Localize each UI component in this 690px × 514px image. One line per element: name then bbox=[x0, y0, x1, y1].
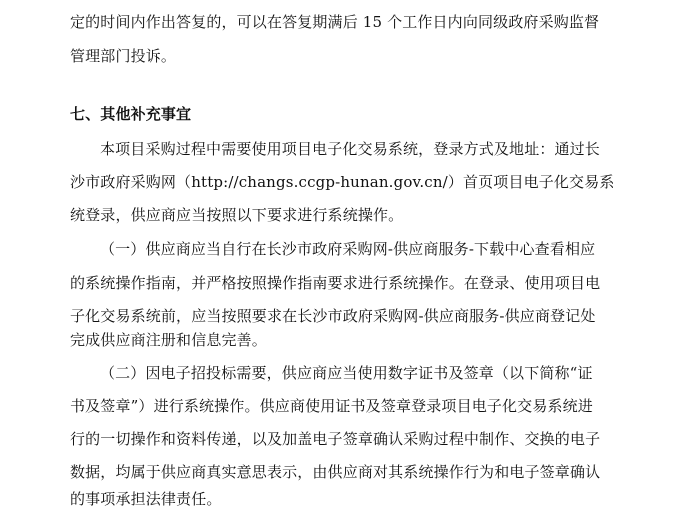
paragraph1-line-3: 统登录，供应商应当按照以下要求进行系统操作。 bbox=[70, 206, 404, 224]
paragraph1-line-2: 沙市政府采购网（http://changs.ccgp-hunan.gov.cn/）首页项目电子化交易系 bbox=[70, 173, 615, 191]
paragraph2-line-1: （一）供应商应当自行在长沙市政府采购网-供应商服务-下载中心查看相应 bbox=[100, 240, 596, 258]
paragraph3-line-2: 书及签章”）进行系统操作。供应商使用证书及签章登录项目电子化交易系统进 bbox=[70, 397, 593, 415]
section-heading: 七、其他补充事宜 bbox=[70, 105, 192, 123]
paragraph3-line-3: 行的一切操作和资料传递，以及加盖电子签章确认采购过程中制作、交换的电子 bbox=[70, 430, 601, 448]
intro-line-2: 管理部门投诉。 bbox=[70, 47, 177, 65]
paragraph1-line-1: 本项目采购过程中需要使用项目电子化交易系统，登录方式及地址：通过长 bbox=[100, 140, 600, 158]
paragraph3-line-1: （二）因电子招投标需要，供应商应当使用数字证书及签章（以下简称“证 bbox=[100, 364, 593, 382]
paragraph3-line-4: 数据，均属于供应商真实意思表示，由供应商对其系统操作行为和电子签章确认 bbox=[70, 463, 601, 481]
paragraph2-line-3: 子化交易系统前，应当按照要求在长沙市政府采购网-供应商服务-供应商登记处 bbox=[70, 307, 596, 325]
intro-line-1: 定的时间内作出答复的，可以在答复期满后 15 个工作日内向同级政府采购监督 bbox=[70, 13, 600, 31]
paragraph2-line-2: 的系统操作指南，并严格按照操作指南要求进行系统操作。在登录、使用项目电 bbox=[70, 274, 601, 292]
paragraph3-line-5: 的事项承担法律责任。 bbox=[70, 490, 222, 508]
paragraph2-line-4: 完成供应商注册和信息完善。 bbox=[70, 331, 267, 349]
